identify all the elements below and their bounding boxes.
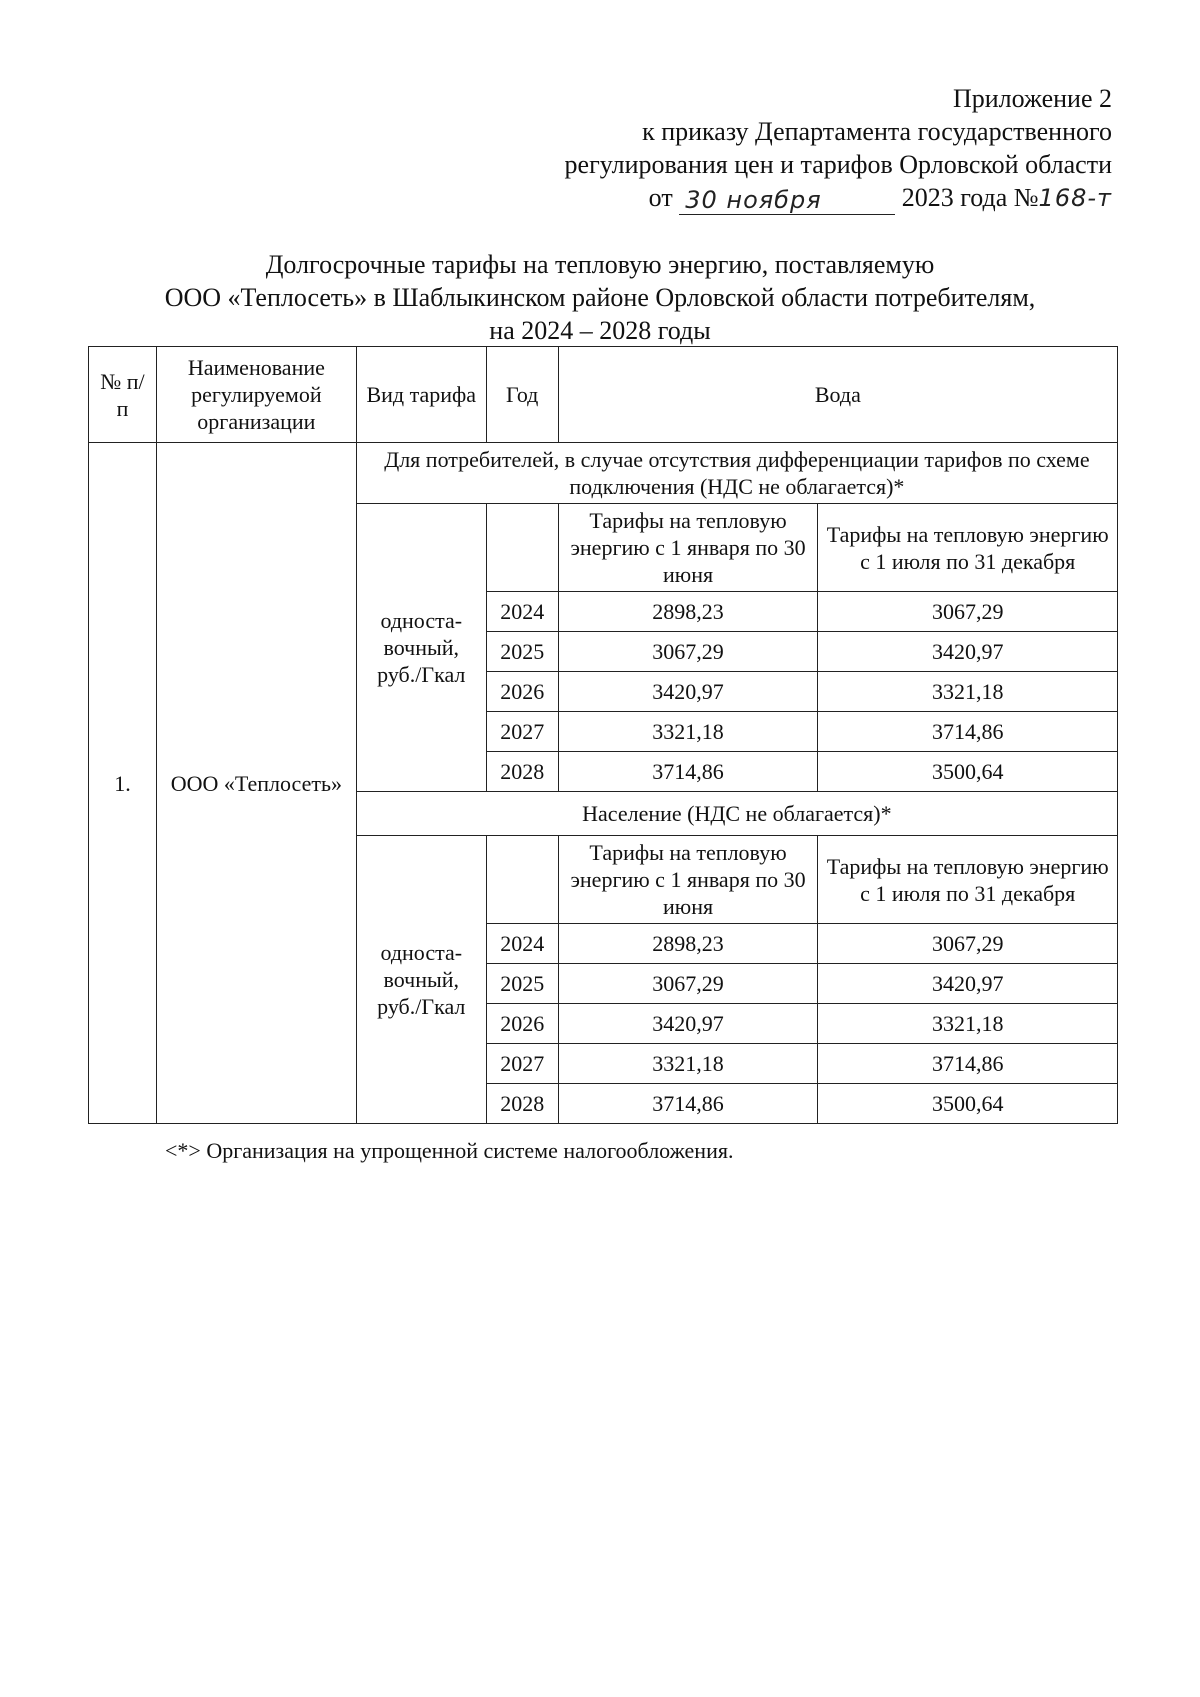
year-cell: 2026 <box>486 1004 558 1044</box>
tariff-h1-cell: 2898,23 <box>558 592 818 632</box>
tariff-h1-cell: 3321,18 <box>558 712 818 752</box>
year-cell: 2028 <box>486 1084 558 1124</box>
tariff-h2-cell: 3500,64 <box>818 1084 1118 1124</box>
header-num: № п/п <box>89 347 157 443</box>
organization-name: ООО «Теплосеть» <box>156 443 356 1124</box>
tariff-h1-cell: 3067,29 <box>558 632 818 672</box>
order-date-line <box>565 181 1112 215</box>
year-cell: 2027 <box>486 1044 558 1084</box>
header-org: Наименование регулируемой организации <box>156 347 356 443</box>
tariff-h2-cell: 3067,29 <box>818 924 1118 964</box>
title-line-3: на 2024 – 2028 годы <box>489 316 711 345</box>
section-1-title: Для потребителей, в случае отсутствия дифференциации тарифов по схеме подключения (НДС не облагается)* <box>356 443 1117 504</box>
tariff-table <box>88 346 1118 1124</box>
tariff-h2-cell: 3321,18 <box>818 1004 1118 1044</box>
tariff-h2-cell: 3500,64 <box>818 752 1118 792</box>
header-water: Вода <box>558 347 1117 443</box>
document-header <box>565 82 1112 215</box>
section-2-year-blank <box>486 836 558 924</box>
tariff-h1-cell: 3714,86 <box>558 1084 818 1124</box>
year-cell: 2024 <box>486 924 558 964</box>
tariff-h1-cell: 3067,29 <box>558 964 818 1004</box>
section-2-col2-header: Тарифы на тепловую энергию с 1 июля по 31 декабря <box>818 836 1118 924</box>
header-year: Год <box>486 347 558 443</box>
section-2-col1-header: Тарифы на тепловую энергию с 1 января по 30 июня <box>558 836 818 924</box>
title-line-1: Долгосрочные тарифы на тепловую энергию, поставляемую <box>265 250 935 279</box>
section-2-title: Население (НДС не облагается)* <box>356 792 1117 836</box>
handwritten-date: 30 ноября <box>679 184 895 215</box>
footnote: <*> Организация на упрощенной системе налогообложения. <box>165 1138 734 1163</box>
year-cell: 2024 <box>486 592 558 632</box>
handwritten-order-number: 168-т <box>1038 184 1112 212</box>
row-number: 1. <box>89 443 157 1124</box>
section-1-year-blank <box>486 504 558 592</box>
year-cell: 2028 <box>486 752 558 792</box>
table-header-row <box>89 347 1118 443</box>
from-label: от <box>648 183 673 212</box>
document-title <box>90 248 1110 347</box>
tariff-h2-cell: 3714,86 <box>818 1044 1118 1084</box>
title-line-2: ООО «Теплосеть» в Шаблыкинском районе Орловской области потребителям, <box>164 283 1036 312</box>
section-1-title-row <box>89 443 1118 504</box>
year-cell: 2025 <box>486 632 558 672</box>
tariff-h1-cell: 3420,97 <box>558 672 818 712</box>
tariff-h2-cell: 3714,86 <box>818 712 1118 752</box>
tariff-h2-cell: 3321,18 <box>818 672 1118 712</box>
year-cell: 2025 <box>486 964 558 1004</box>
tariff-h1-cell: 3420,97 <box>558 1004 818 1044</box>
tariff-h1-cell: 3321,18 <box>558 1044 818 1084</box>
section-1-col2-header: Тарифы на тепловую энергию с 1 июля по 31 декабря <box>818 504 1118 592</box>
tariff-h2-cell: 3420,97 <box>818 964 1118 1004</box>
year-text: 2023 года № <box>901 183 1039 212</box>
year-cell: 2027 <box>486 712 558 752</box>
header-tariff-type: Вид тарифа <box>356 347 486 443</box>
tariff-h1-cell: 3714,86 <box>558 752 818 792</box>
department-name: регулирования цен и тарифов Орловской области <box>564 150 1112 179</box>
tariff-h1-cell: 2898,23 <box>558 924 818 964</box>
section-1-tariff-type: односта-вочный, руб./Гкал <box>356 504 486 792</box>
year-cell: 2026 <box>486 672 558 712</box>
appendix-label: Приложение 2 <box>952 84 1112 113</box>
section-1-col1-header: Тарифы на тепловую энергию с 1 января по 30 июня <box>558 504 818 592</box>
order-reference: к приказу Департамента государственного <box>642 117 1112 146</box>
tariff-h2-cell: 3067,29 <box>818 592 1118 632</box>
tariff-h2-cell: 3420,97 <box>818 632 1118 672</box>
section-2-tariff-type: односта-вочный, руб./Гкал <box>356 836 486 1124</box>
